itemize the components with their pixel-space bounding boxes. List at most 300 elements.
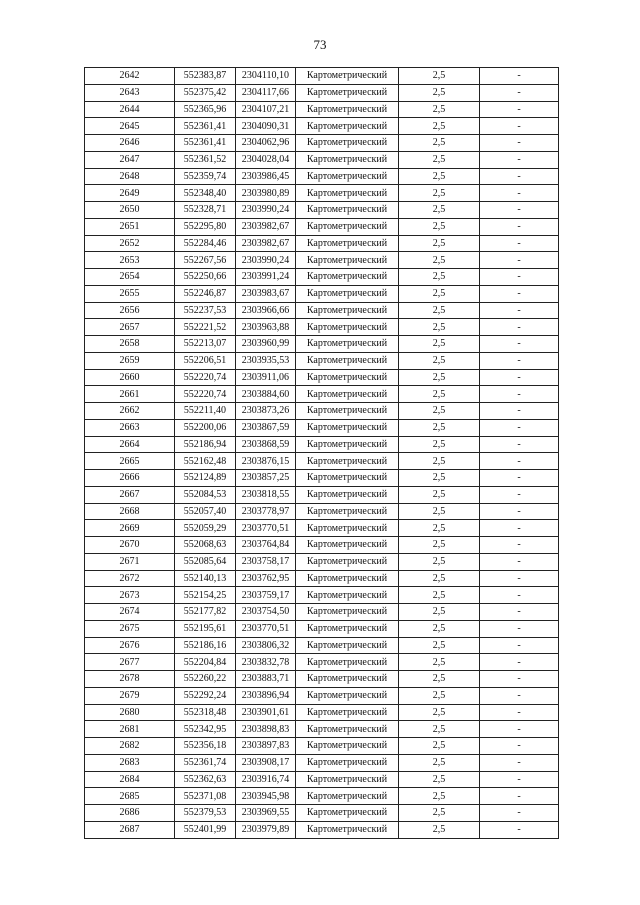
table-row bbox=[85, 470, 559, 487]
point-number-cell: 2678 bbox=[85, 671, 175, 688]
y-coordinate-cell: 2303884,60 bbox=[236, 386, 296, 403]
point-number-cell: 2653 bbox=[85, 252, 175, 269]
x-coordinate-cell: 552375,42 bbox=[175, 84, 236, 101]
y-coordinate-cell: 2303983,67 bbox=[236, 285, 296, 302]
point-number-cell: 2684 bbox=[85, 771, 175, 788]
note-cell: - bbox=[480, 520, 559, 537]
note-cell: - bbox=[480, 537, 559, 554]
x-coordinate-cell: 552186,16 bbox=[175, 637, 236, 654]
x-coordinate-cell: 552361,74 bbox=[175, 754, 236, 771]
x-coordinate-cell: 552348,40 bbox=[175, 185, 236, 202]
x-coordinate-cell: 552328,71 bbox=[175, 202, 236, 219]
method-cell: Картометрический bbox=[296, 453, 399, 470]
x-coordinate-cell: 552237,53 bbox=[175, 302, 236, 319]
method-cell: Картометрический bbox=[296, 754, 399, 771]
y-coordinate-cell: 2303982,67 bbox=[236, 218, 296, 235]
x-coordinate-cell: 552362,63 bbox=[175, 771, 236, 788]
accuracy-cell: 2,5 bbox=[399, 135, 480, 152]
method-cell: Картометрический bbox=[296, 101, 399, 118]
table-row bbox=[85, 252, 559, 269]
table-row bbox=[85, 168, 559, 185]
x-coordinate-cell: 552057,40 bbox=[175, 503, 236, 520]
x-coordinate-cell: 552059,29 bbox=[175, 520, 236, 537]
y-coordinate-cell: 2303883,71 bbox=[236, 671, 296, 688]
x-coordinate-cell: 552379,53 bbox=[175, 805, 236, 822]
table-row bbox=[85, 101, 559, 118]
y-coordinate-cell: 2303758,17 bbox=[236, 553, 296, 570]
point-number-cell: 2654 bbox=[85, 269, 175, 286]
note-cell: - bbox=[480, 486, 559, 503]
y-coordinate-cell: 2303990,24 bbox=[236, 252, 296, 269]
accuracy-cell: 2,5 bbox=[399, 386, 480, 403]
point-number-cell: 2652 bbox=[85, 235, 175, 252]
x-coordinate-cell: 552068,63 bbox=[175, 537, 236, 554]
note-cell: - bbox=[480, 704, 559, 721]
y-coordinate-cell: 2303806,32 bbox=[236, 637, 296, 654]
page-number: 73 bbox=[313, 37, 327, 52]
point-number-cell: 2669 bbox=[85, 520, 175, 537]
x-coordinate-cell: 552365,96 bbox=[175, 101, 236, 118]
y-coordinate-cell: 2303911,06 bbox=[236, 369, 296, 386]
point-number-cell: 2677 bbox=[85, 654, 175, 671]
accuracy-cell: 2,5 bbox=[399, 352, 480, 369]
method-cell: Картометрический bbox=[296, 503, 399, 520]
x-coordinate-cell: 552292,24 bbox=[175, 687, 236, 704]
x-coordinate-cell: 552401,99 bbox=[175, 821, 236, 838]
y-coordinate-cell: 2303979,89 bbox=[236, 821, 296, 838]
table-row bbox=[85, 352, 559, 369]
x-coordinate-cell: 552204,84 bbox=[175, 654, 236, 671]
point-number-cell: 2675 bbox=[85, 620, 175, 637]
x-coordinate-cell: 552186,94 bbox=[175, 436, 236, 453]
accuracy-cell: 2,5 bbox=[399, 302, 480, 319]
note-cell: - bbox=[480, 821, 559, 838]
method-cell: Картометрический bbox=[296, 537, 399, 554]
accuracy-cell: 2,5 bbox=[399, 620, 480, 637]
note-cell: - bbox=[480, 151, 559, 168]
point-number-cell: 2687 bbox=[85, 821, 175, 838]
method-cell: Картометрический bbox=[296, 135, 399, 152]
accuracy-cell: 2,5 bbox=[399, 68, 480, 85]
note-cell: - bbox=[480, 453, 559, 470]
table-row bbox=[85, 436, 559, 453]
method-cell: Картометрический bbox=[296, 386, 399, 403]
accuracy-cell: 2,5 bbox=[399, 419, 480, 436]
method-cell: Картометрический bbox=[296, 84, 399, 101]
point-number-cell: 2660 bbox=[85, 369, 175, 386]
note-cell: - bbox=[480, 168, 559, 185]
table-row bbox=[85, 419, 559, 436]
point-number-cell: 2685 bbox=[85, 788, 175, 805]
y-coordinate-cell: 2303935,53 bbox=[236, 352, 296, 369]
note-cell: - bbox=[480, 587, 559, 604]
y-coordinate-cell: 2303969,55 bbox=[236, 805, 296, 822]
accuracy-cell: 2,5 bbox=[399, 587, 480, 604]
table-row bbox=[85, 570, 559, 587]
table-row bbox=[85, 620, 559, 637]
accuracy-cell: 2,5 bbox=[399, 503, 480, 520]
y-coordinate-cell: 2304107,21 bbox=[236, 101, 296, 118]
table-row bbox=[85, 302, 559, 319]
point-number-cell: 2643 bbox=[85, 84, 175, 101]
method-cell: Картометрический bbox=[296, 587, 399, 604]
accuracy-cell: 2,5 bbox=[399, 218, 480, 235]
x-coordinate-cell: 552221,52 bbox=[175, 319, 236, 336]
accuracy-cell: 2,5 bbox=[399, 101, 480, 118]
method-cell: Картометрический bbox=[296, 118, 399, 135]
y-coordinate-cell: 2303986,45 bbox=[236, 168, 296, 185]
accuracy-cell: 2,5 bbox=[399, 570, 480, 587]
y-coordinate-cell: 2304062,96 bbox=[236, 135, 296, 152]
accuracy-cell: 2,5 bbox=[399, 118, 480, 135]
y-coordinate-cell: 2303908,17 bbox=[236, 754, 296, 771]
table-row bbox=[85, 805, 559, 822]
note-cell: - bbox=[480, 386, 559, 403]
y-coordinate-cell: 2303759,17 bbox=[236, 587, 296, 604]
x-coordinate-cell: 552250,66 bbox=[175, 269, 236, 286]
x-coordinate-cell: 552213,07 bbox=[175, 336, 236, 353]
method-cell: Картометрический bbox=[296, 436, 399, 453]
y-coordinate-cell: 2303916,74 bbox=[236, 771, 296, 788]
accuracy-cell: 2,5 bbox=[399, 470, 480, 487]
note-cell: - bbox=[480, 570, 559, 587]
method-cell: Картометрический bbox=[296, 637, 399, 654]
method-cell: Картометрический bbox=[296, 721, 399, 738]
accuracy-cell: 2,5 bbox=[399, 252, 480, 269]
note-cell: - bbox=[480, 805, 559, 822]
point-number-cell: 2665 bbox=[85, 453, 175, 470]
table-row bbox=[85, 738, 559, 755]
note-cell: - bbox=[480, 470, 559, 487]
point-number-cell: 2668 bbox=[85, 503, 175, 520]
accuracy-cell: 2,5 bbox=[399, 754, 480, 771]
accuracy-cell: 2,5 bbox=[399, 319, 480, 336]
table-row bbox=[85, 453, 559, 470]
table-row bbox=[85, 285, 559, 302]
x-coordinate-cell: 552361,52 bbox=[175, 151, 236, 168]
point-number-cell: 2659 bbox=[85, 352, 175, 369]
point-number-cell: 2666 bbox=[85, 470, 175, 487]
note-cell: - bbox=[480, 637, 559, 654]
point-number-cell: 2679 bbox=[85, 687, 175, 704]
table-row bbox=[85, 202, 559, 219]
y-coordinate-cell: 2303770,51 bbox=[236, 520, 296, 537]
x-coordinate-cell: 552140,13 bbox=[175, 570, 236, 587]
point-number-cell: 2676 bbox=[85, 637, 175, 654]
table-body bbox=[85, 68, 559, 839]
x-coordinate-cell: 552371,08 bbox=[175, 788, 236, 805]
y-coordinate-cell: 2303960,99 bbox=[236, 336, 296, 353]
table-row bbox=[85, 218, 559, 235]
note-cell: - bbox=[480, 553, 559, 570]
table-row bbox=[85, 671, 559, 688]
table-row bbox=[85, 185, 559, 202]
table-row bbox=[85, 637, 559, 654]
table-row bbox=[85, 369, 559, 386]
point-number-cell: 2649 bbox=[85, 185, 175, 202]
y-coordinate-cell: 2304117,66 bbox=[236, 84, 296, 101]
accuracy-cell: 2,5 bbox=[399, 84, 480, 101]
method-cell: Картометрический bbox=[296, 671, 399, 688]
y-coordinate-cell: 2303982,67 bbox=[236, 235, 296, 252]
table-row bbox=[85, 503, 559, 520]
y-coordinate-cell: 2303980,89 bbox=[236, 185, 296, 202]
table-row bbox=[85, 486, 559, 503]
table-row bbox=[85, 537, 559, 554]
accuracy-cell: 2,5 bbox=[399, 151, 480, 168]
y-coordinate-cell: 2303966,66 bbox=[236, 302, 296, 319]
point-number-cell: 2663 bbox=[85, 419, 175, 436]
method-cell: Картометрический bbox=[296, 654, 399, 671]
method-cell: Картометрический bbox=[296, 151, 399, 168]
note-cell: - bbox=[480, 352, 559, 369]
y-coordinate-cell: 2303764,84 bbox=[236, 537, 296, 554]
note-cell: - bbox=[480, 302, 559, 319]
table-row bbox=[85, 553, 559, 570]
note-cell: - bbox=[480, 604, 559, 621]
x-coordinate-cell: 552246,87 bbox=[175, 285, 236, 302]
y-coordinate-cell: 2303754,50 bbox=[236, 604, 296, 621]
accuracy-cell: 2,5 bbox=[399, 403, 480, 420]
point-number-cell: 2681 bbox=[85, 721, 175, 738]
y-coordinate-cell: 2303873,26 bbox=[236, 403, 296, 420]
note-cell: - bbox=[480, 419, 559, 436]
table-row bbox=[85, 721, 559, 738]
y-coordinate-cell: 2303945,98 bbox=[236, 788, 296, 805]
note-cell: - bbox=[480, 185, 559, 202]
x-coordinate-cell: 552361,41 bbox=[175, 118, 236, 135]
accuracy-cell: 2,5 bbox=[399, 637, 480, 654]
table-row bbox=[85, 135, 559, 152]
accuracy-cell: 2,5 bbox=[399, 336, 480, 353]
table-row bbox=[85, 403, 559, 420]
method-cell: Картометрический bbox=[296, 352, 399, 369]
method-cell: Картометрический bbox=[296, 218, 399, 235]
note-cell: - bbox=[480, 202, 559, 219]
point-number-cell: 2656 bbox=[85, 302, 175, 319]
point-number-cell: 2686 bbox=[85, 805, 175, 822]
x-coordinate-cell: 552206,51 bbox=[175, 352, 236, 369]
x-coordinate-cell: 552342,95 bbox=[175, 721, 236, 738]
table-row bbox=[85, 704, 559, 721]
point-number-cell: 2651 bbox=[85, 218, 175, 235]
point-number-cell: 2661 bbox=[85, 386, 175, 403]
x-coordinate-cell: 552284,46 bbox=[175, 235, 236, 252]
x-coordinate-cell: 552195,61 bbox=[175, 620, 236, 637]
accuracy-cell: 2,5 bbox=[399, 486, 480, 503]
note-cell: - bbox=[480, 218, 559, 235]
accuracy-cell: 2,5 bbox=[399, 738, 480, 755]
y-coordinate-cell: 2303832,78 bbox=[236, 654, 296, 671]
table-row bbox=[85, 336, 559, 353]
note-cell: - bbox=[480, 654, 559, 671]
table-row bbox=[85, 386, 559, 403]
method-cell: Картометрический bbox=[296, 403, 399, 420]
note-cell: - bbox=[480, 135, 559, 152]
accuracy-cell: 2,5 bbox=[399, 369, 480, 386]
method-cell: Картометрический bbox=[296, 771, 399, 788]
accuracy-cell: 2,5 bbox=[399, 269, 480, 286]
point-number-cell: 2646 bbox=[85, 135, 175, 152]
note-cell: - bbox=[480, 403, 559, 420]
table-row bbox=[85, 771, 559, 788]
accuracy-cell: 2,5 bbox=[399, 604, 480, 621]
point-number-cell: 2670 bbox=[85, 537, 175, 554]
point-number-cell: 2664 bbox=[85, 436, 175, 453]
x-coordinate-cell: 552162,48 bbox=[175, 453, 236, 470]
method-cell: Картометрический bbox=[296, 470, 399, 487]
method-cell: Картометрический bbox=[296, 168, 399, 185]
y-coordinate-cell: 2303818,55 bbox=[236, 486, 296, 503]
note-cell: - bbox=[480, 620, 559, 637]
note-cell: - bbox=[480, 285, 559, 302]
x-coordinate-cell: 552383,87 bbox=[175, 68, 236, 85]
point-number-cell: 2650 bbox=[85, 202, 175, 219]
method-cell: Картометрический bbox=[296, 202, 399, 219]
method-cell: Картометрический bbox=[296, 419, 399, 436]
note-cell: - bbox=[480, 235, 559, 252]
table-row bbox=[85, 235, 559, 252]
point-number-cell: 2644 bbox=[85, 101, 175, 118]
y-coordinate-cell: 2304090,31 bbox=[236, 118, 296, 135]
table-row bbox=[85, 587, 559, 604]
accuracy-cell: 2,5 bbox=[399, 185, 480, 202]
x-coordinate-cell: 552200,06 bbox=[175, 419, 236, 436]
method-cell: Картометрический bbox=[296, 285, 399, 302]
method-cell: Картометрический bbox=[296, 570, 399, 587]
x-coordinate-cell: 552177,82 bbox=[175, 604, 236, 621]
accuracy-cell: 2,5 bbox=[399, 235, 480, 252]
accuracy-cell: 2,5 bbox=[399, 537, 480, 554]
table-row bbox=[85, 151, 559, 168]
y-coordinate-cell: 2303896,94 bbox=[236, 687, 296, 704]
method-cell: Картометрический bbox=[296, 553, 399, 570]
y-coordinate-cell: 2304110,10 bbox=[236, 68, 296, 85]
table-row bbox=[85, 319, 559, 336]
y-coordinate-cell: 2303991,24 bbox=[236, 269, 296, 286]
y-coordinate-cell: 2303778,97 bbox=[236, 503, 296, 520]
table-row bbox=[85, 821, 559, 838]
method-cell: Картометрический bbox=[296, 302, 399, 319]
note-cell: - bbox=[480, 754, 559, 771]
y-coordinate-cell: 2303876,15 bbox=[236, 453, 296, 470]
note-cell: - bbox=[480, 738, 559, 755]
point-number-cell: 2682 bbox=[85, 738, 175, 755]
note-cell: - bbox=[480, 771, 559, 788]
method-cell: Картометрический bbox=[296, 369, 399, 386]
point-number-cell: 2647 bbox=[85, 151, 175, 168]
y-coordinate-cell: 2303770,51 bbox=[236, 620, 296, 637]
note-cell: - bbox=[480, 319, 559, 336]
x-coordinate-cell: 552260,22 bbox=[175, 671, 236, 688]
point-number-cell: 2657 bbox=[85, 319, 175, 336]
method-cell: Картометрический bbox=[296, 687, 399, 704]
y-coordinate-cell: 2303867,59 bbox=[236, 419, 296, 436]
table-row bbox=[85, 788, 559, 805]
x-coordinate-cell: 552211,40 bbox=[175, 403, 236, 420]
method-cell: Картометрический bbox=[296, 620, 399, 637]
x-coordinate-cell: 552356,18 bbox=[175, 738, 236, 755]
x-coordinate-cell: 552220,74 bbox=[175, 386, 236, 403]
accuracy-cell: 2,5 bbox=[399, 687, 480, 704]
x-coordinate-cell: 552361,41 bbox=[175, 135, 236, 152]
accuracy-cell: 2,5 bbox=[399, 671, 480, 688]
method-cell: Картометрический bbox=[296, 805, 399, 822]
method-cell: Картометрический bbox=[296, 235, 399, 252]
x-coordinate-cell: 552154,25 bbox=[175, 587, 236, 604]
accuracy-cell: 2,5 bbox=[399, 202, 480, 219]
point-number-cell: 2671 bbox=[85, 553, 175, 570]
point-number-cell: 2648 bbox=[85, 168, 175, 185]
note-cell: - bbox=[480, 721, 559, 738]
point-number-cell: 2655 bbox=[85, 285, 175, 302]
x-coordinate-cell: 552220,74 bbox=[175, 369, 236, 386]
method-cell: Картометрический bbox=[296, 185, 399, 202]
point-number-cell: 2645 bbox=[85, 118, 175, 135]
note-cell: - bbox=[480, 369, 559, 386]
accuracy-cell: 2,5 bbox=[399, 771, 480, 788]
note-cell: - bbox=[480, 252, 559, 269]
table-row bbox=[85, 604, 559, 621]
accuracy-cell: 2,5 bbox=[399, 168, 480, 185]
y-coordinate-cell: 2303868,59 bbox=[236, 436, 296, 453]
table-row bbox=[85, 754, 559, 771]
x-coordinate-cell: 552295,80 bbox=[175, 218, 236, 235]
table-row bbox=[85, 118, 559, 135]
table-row bbox=[85, 269, 559, 286]
point-number-cell: 2658 bbox=[85, 336, 175, 353]
table-row bbox=[85, 654, 559, 671]
y-coordinate-cell: 2303897,83 bbox=[236, 738, 296, 755]
table-row bbox=[85, 68, 559, 85]
point-number-cell: 2680 bbox=[85, 704, 175, 721]
y-coordinate-cell: 2303963,88 bbox=[236, 319, 296, 336]
x-coordinate-cell: 552084,53 bbox=[175, 486, 236, 503]
point-number-cell: 2662 bbox=[85, 403, 175, 420]
accuracy-cell: 2,5 bbox=[399, 805, 480, 822]
note-cell: - bbox=[480, 436, 559, 453]
method-cell: Картометрический bbox=[296, 486, 399, 503]
point-number-cell: 2642 bbox=[85, 68, 175, 85]
method-cell: Картометрический bbox=[296, 336, 399, 353]
note-cell: - bbox=[480, 788, 559, 805]
method-cell: Картометрический bbox=[296, 68, 399, 85]
accuracy-cell: 2,5 bbox=[399, 788, 480, 805]
coordinates-table bbox=[84, 67, 559, 839]
method-cell: Картометрический bbox=[296, 520, 399, 537]
accuracy-cell: 2,5 bbox=[399, 520, 480, 537]
note-cell: - bbox=[480, 687, 559, 704]
method-cell: Картометрический bbox=[296, 821, 399, 838]
method-cell: Картометрический bbox=[296, 788, 399, 805]
x-coordinate-cell: 552267,56 bbox=[175, 252, 236, 269]
note-cell: - bbox=[480, 101, 559, 118]
y-coordinate-cell: 2303990,24 bbox=[236, 202, 296, 219]
point-number-cell: 2667 bbox=[85, 486, 175, 503]
x-coordinate-cell: 552318,48 bbox=[175, 704, 236, 721]
method-cell: Картометрический bbox=[296, 319, 399, 336]
y-coordinate-cell: 2303898,83 bbox=[236, 721, 296, 738]
accuracy-cell: 2,5 bbox=[399, 553, 480, 570]
accuracy-cell: 2,5 bbox=[399, 285, 480, 302]
accuracy-cell: 2,5 bbox=[399, 704, 480, 721]
note-cell: - bbox=[480, 84, 559, 101]
accuracy-cell: 2,5 bbox=[399, 654, 480, 671]
note-cell: - bbox=[480, 269, 559, 286]
method-cell: Картометрический bbox=[296, 252, 399, 269]
point-number-cell: 2673 bbox=[85, 587, 175, 604]
y-coordinate-cell: 2304028,04 bbox=[236, 151, 296, 168]
